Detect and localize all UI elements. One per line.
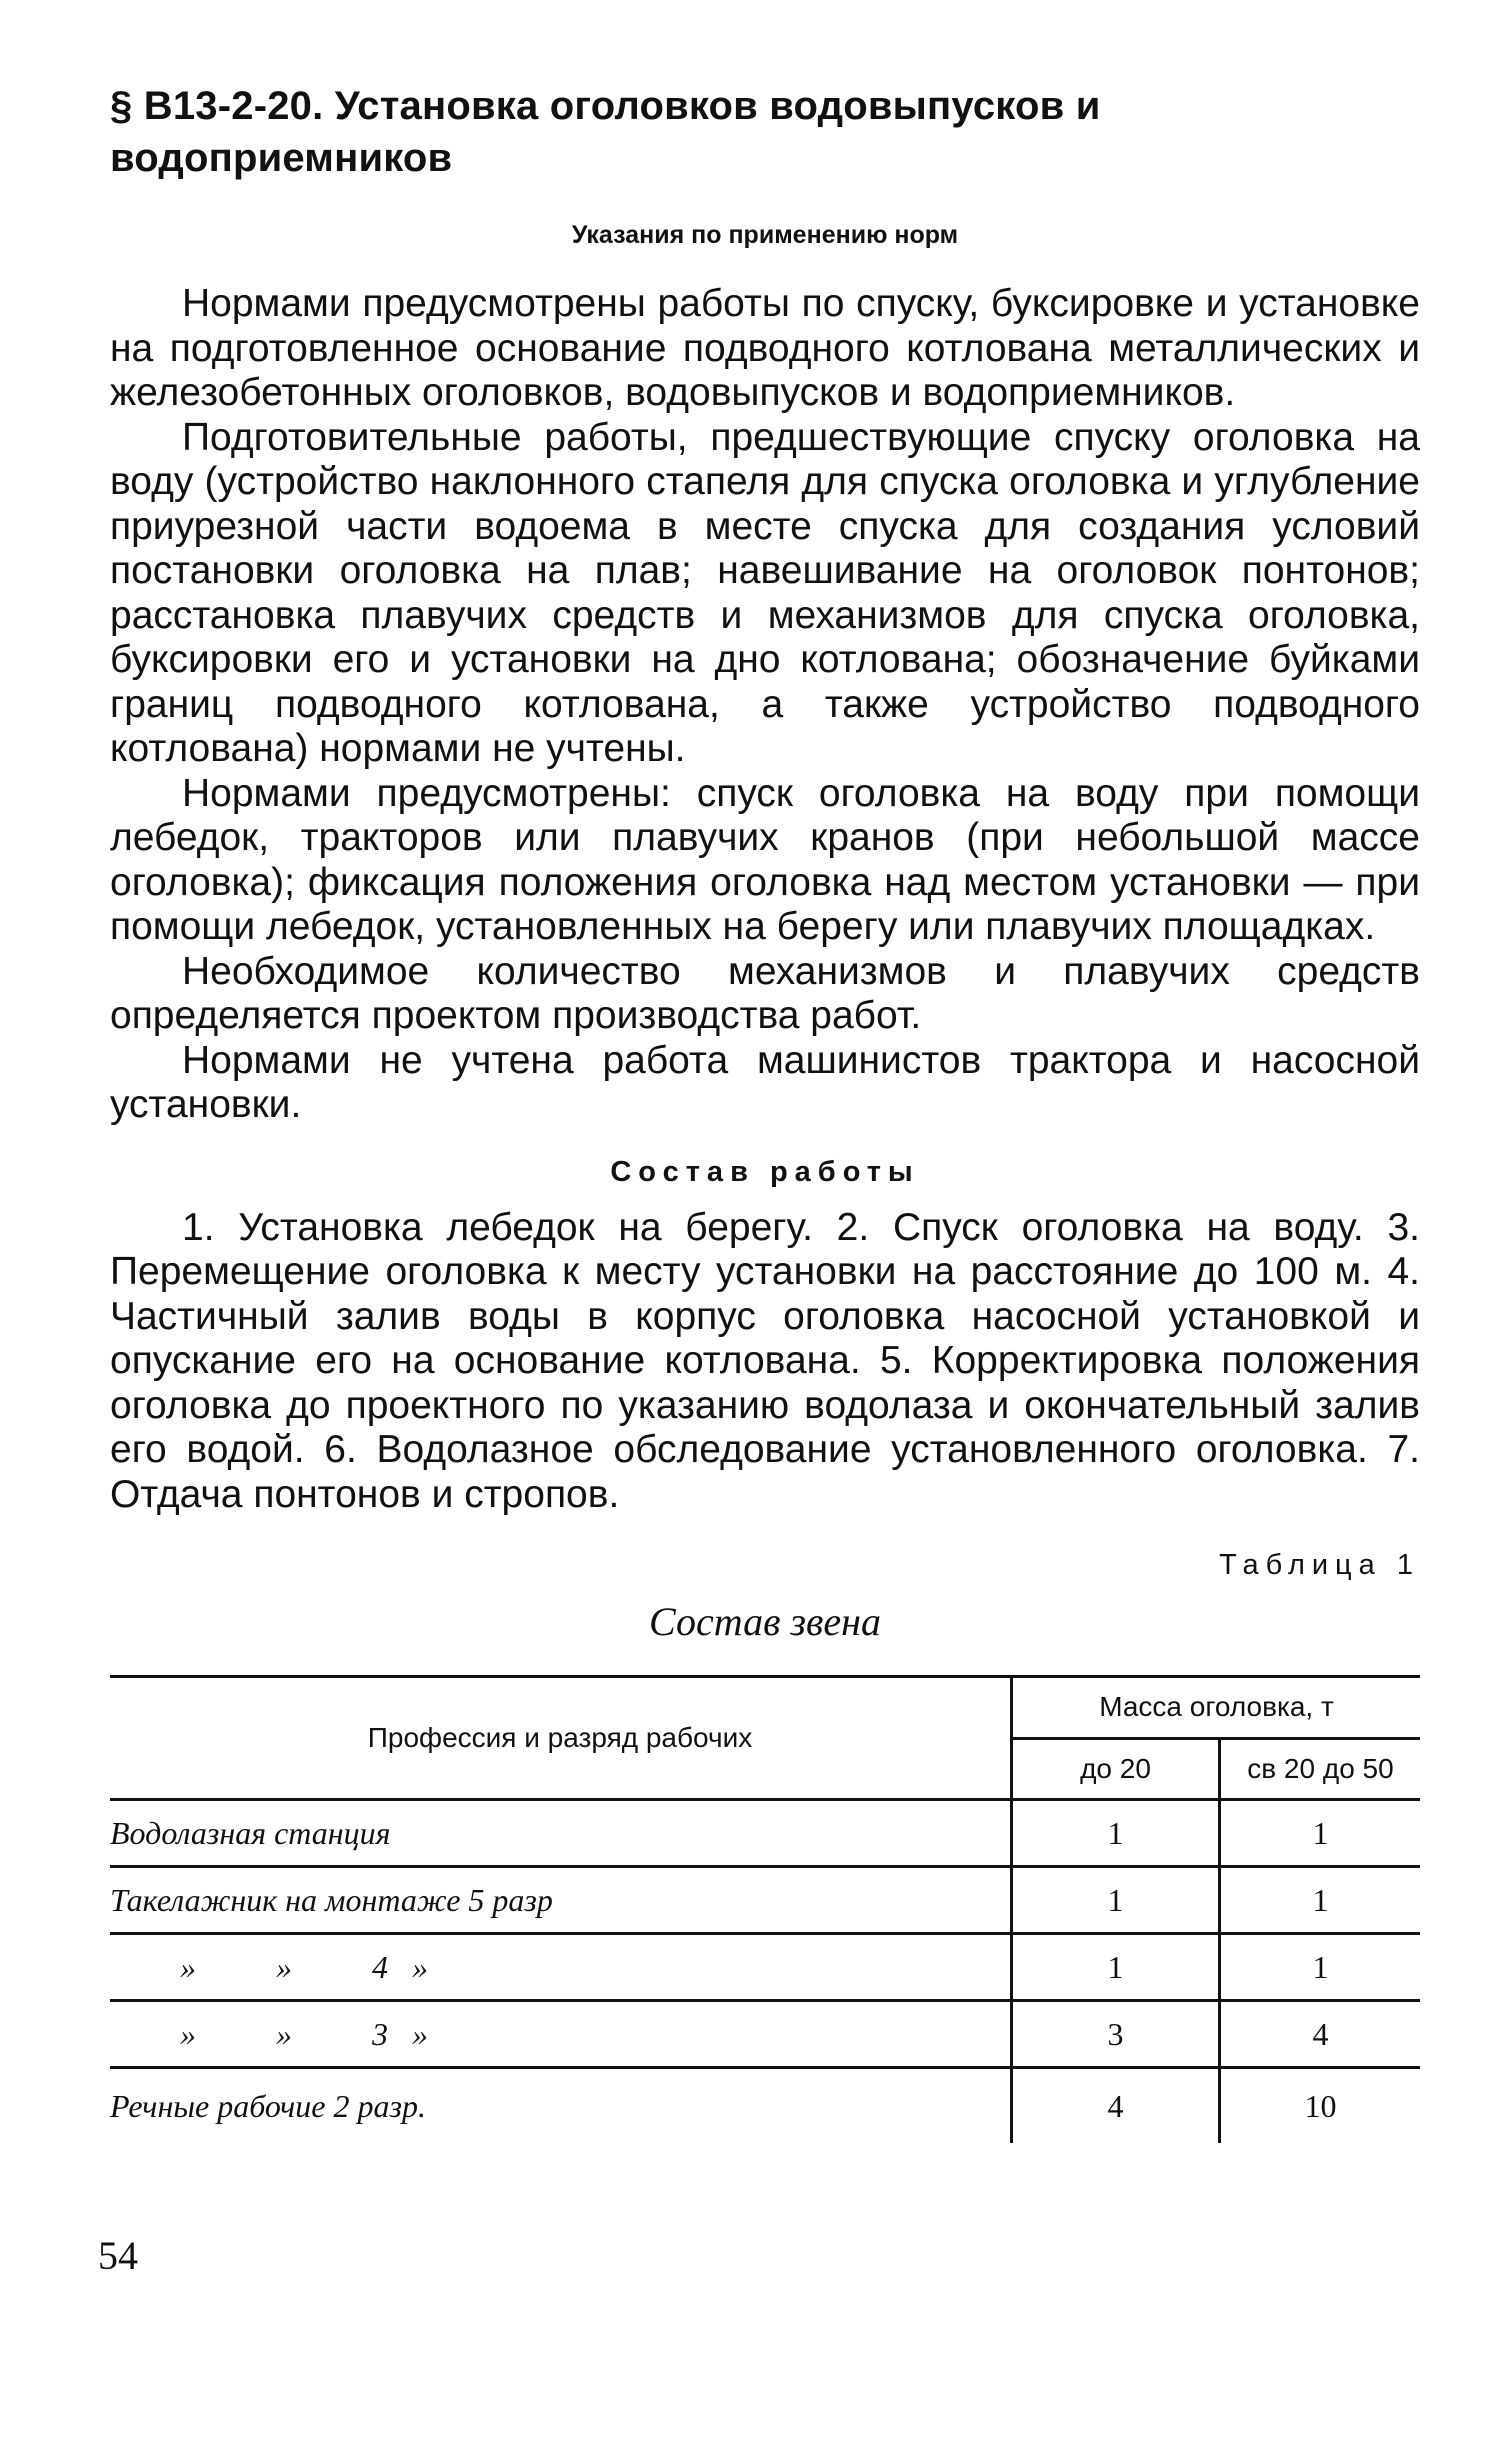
row-value-b: 1 bbox=[1220, 1934, 1421, 2001]
row-value-b: 4 bbox=[1220, 2001, 1421, 2068]
row-value-a: 1 bbox=[1012, 1867, 1220, 1934]
work-composition-title: Состав работы bbox=[610, 1155, 920, 1188]
row-value-a: 4 bbox=[1012, 2068, 1220, 2144]
paragraph-scope: Нормами предусмотрены работы по спуску, буксировке и установке на подготовленное основание подводного котлована металлических и железобетонных оголовков, водовыпусков и водоприемников. bbox=[110, 282, 1420, 414]
row-profession bbox=[110, 2001, 1012, 2068]
header-col-up-to-20: до 20 bbox=[1012, 1738, 1220, 1800]
work-composition-text: 1. Установка лебедок на берегу. 2. Спуск оголовка на воду. 3. Перемещение оголовка к месту установки на расстояние до 100 м. 4. Частичный залив воды в корпус оголовка насосной установкой и опускание его на основание котлована. 5. Корректировка положения оголовка до проектного по указанию водолаза и окончательный залив его водой. 6. Водолазное обследование установленного оголовка. 7. Отдача понтонов и стропов. bbox=[110, 1205, 1420, 1516]
row-value-a: 1 bbox=[1012, 1934, 1220, 2001]
table-label: Таблица 1 bbox=[1219, 1549, 1420, 1581]
table-title: Состав звена bbox=[648, 1599, 881, 1644]
row-profession: Водолазная станция bbox=[110, 1800, 1012, 1867]
ditto-profession-text: » » 3 » bbox=[180, 2015, 428, 2052]
paragraph-preparatory-work: Подготовительные работы, предшествующие спуску оголовка на воду (устройство наклонного стапеля для спуска оголовка и углубление приурезной части водоема в месте спуска для создания условий постановки оголовка на плав; навешивание на оголовок понтонов; расстановка плавучих средств и механизмов для спуска оголовка, буксировки его и установки на дно котлована; обозначение буйками границ подводного котлована, а также устройство подводного котлована) нормами не учтены. bbox=[110, 415, 1420, 770]
crew-table bbox=[110, 1675, 1420, 2143]
row-profession bbox=[110, 1934, 1012, 2001]
row-value-b: 1 bbox=[1220, 1867, 1421, 1934]
header-col-20-to-50: св 20 до 50 bbox=[1220, 1738, 1421, 1800]
row-value-a: 1 bbox=[1012, 1800, 1220, 1867]
table-row bbox=[110, 2068, 1420, 2144]
table-row bbox=[110, 2001, 1420, 2068]
paragraph-not-included: Нормами не учтена работа машинистов трактора и насосной установки. bbox=[110, 1038, 1420, 1126]
header-mass: Масса оголовка, т bbox=[1012, 1677, 1421, 1739]
row-value-b: 10 bbox=[1304, 2087, 1337, 2124]
row-value-b: 1 bbox=[1220, 1800, 1421, 1867]
paragraph-mechanisms: Необходимое количество механизмов и плавучих средств определяется проектом производства работ. bbox=[110, 949, 1420, 1037]
table-header-row bbox=[110, 1677, 1420, 1739]
ditto-profession-text: » » 4 » bbox=[180, 1948, 428, 1985]
document-page bbox=[110, 80, 1420, 2143]
table-row bbox=[110, 1934, 1420, 2001]
row-profession: Такелажник на монтаже 5 разр bbox=[110, 1867, 1012, 1934]
row-profession: Речные рабочие 2 разр. bbox=[110, 2068, 1012, 2144]
paragraph-provided-methods: Нормами предусмотрены: спуск оголовка на воду при помощи лебедок, тракторов или плавучих кранов (при небольшой массе оголовка); фиксация положения оголовка над местом установки — при помощи лебедок, установленных на берегу или плавучих площадках. bbox=[110, 771, 1420, 948]
table-row bbox=[110, 1800, 1420, 1867]
row-value-a: 3 bbox=[1012, 2001, 1220, 2068]
table-row bbox=[110, 1867, 1420, 1934]
section-heading: § В13-2-20. Установка оголовков водовыпусков и водоприемников bbox=[110, 84, 1101, 180]
page-number: 54 bbox=[98, 2233, 138, 2278]
header-profession: Профессия и разряд рабочих bbox=[110, 1677, 1012, 1800]
section-subheading: Указания по применению норм bbox=[571, 221, 959, 249]
